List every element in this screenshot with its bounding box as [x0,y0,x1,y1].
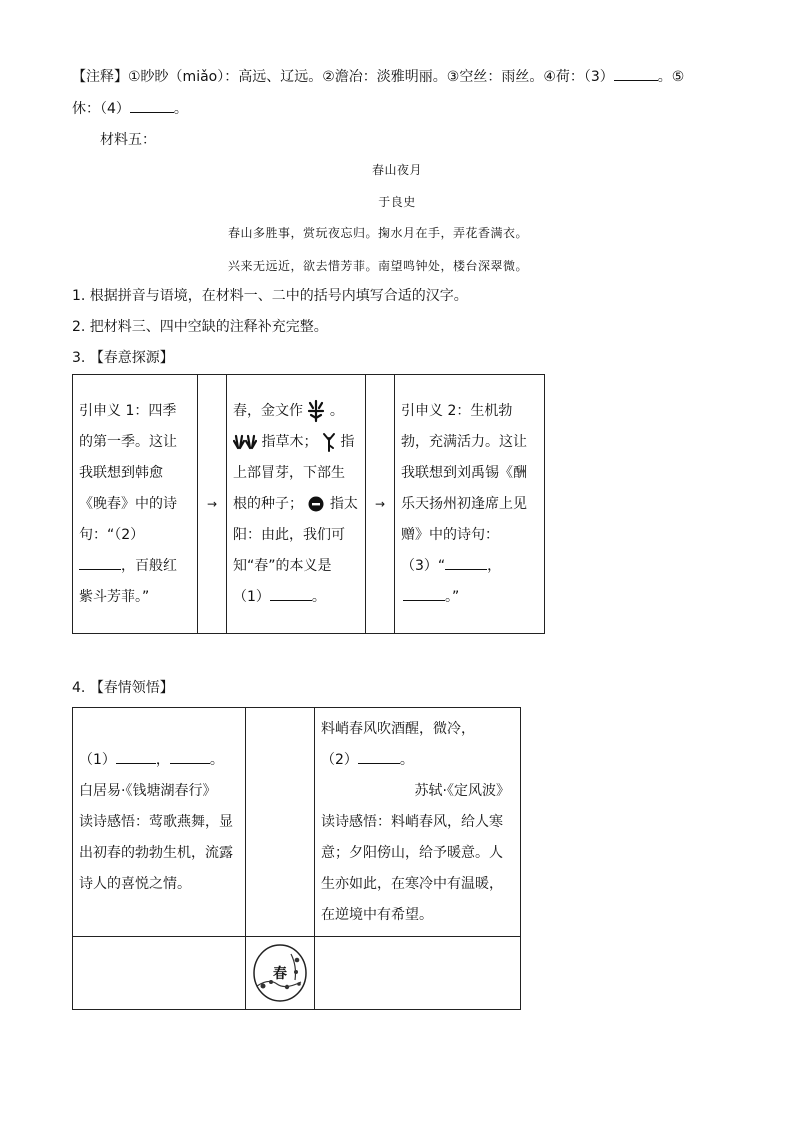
answer-blank[interactable] [116,749,156,764]
cell-line: 读诗感悟：料峭春风，给人寒 [321,813,503,830]
cell-line: 上部冒芽，下部生 [233,464,345,481]
spring-emotion-table [72,707,521,1010]
cell-line: 读诗感悟：莺歌燕舞，显 [79,813,233,830]
empty-cell [73,937,246,1010]
cell-text: ， [155,751,170,768]
cell-line: 阳：由此，我们可 [233,526,345,543]
arrow-right-icon: → [366,375,395,634]
cell-text: 。 [399,751,414,768]
annotation-text: 【注释】①眇眇（miǎo）：高远、辽远。②澹冶：淡雅明丽。③空丝：雨丝。④荷：（3） [72,69,614,85]
cell-line: 句：“（2） [79,526,145,543]
question-3-title: 3. 【春意探源】 [72,350,174,366]
grass-glyph-icon [233,433,257,451]
cell-line: 乐天扬州初逢席上见 [401,495,527,512]
spring-stamp-cell [246,937,315,1010]
poem-title: 春山夜月 [371,163,422,177]
cell-text: （1） [79,751,116,768]
cell-line [321,745,514,776]
cell-line [401,551,538,582]
cell-line: 出初春的勃勃生机，流露 [79,844,233,861]
cell-text: ，百般红 [121,557,177,574]
cell-line [233,582,359,613]
cell-text: 指太 [329,495,358,512]
answer-blank[interactable] [79,555,121,570]
cell-line: 料峭春风吹酒醒，微冷， [321,720,475,737]
cell-line: 在逆境中有希望。 [321,906,433,923]
cell-line [79,551,191,582]
cell-line: 苏轼·《定风波》 [414,782,510,799]
original-meaning-cell [227,375,366,634]
cell-line [79,745,239,776]
question-4-title: 4. 【春情领悟】 [72,680,174,696]
answer-blank[interactable] [358,749,400,764]
cell-line [233,489,359,520]
annotation-text: 休：（4） [72,101,130,117]
cell-line: 《晚春》中的诗 [79,495,177,512]
cell-text: 指草木； [261,433,318,450]
cell-text: （3）“ [401,557,446,574]
extended-meaning-2-cell [395,375,545,634]
cell-line: 勃，充满活力。这让 [401,433,527,450]
cell-line: 赠》中的诗句： [401,526,499,543]
cell-line: 诗人的喜悦之情。 [79,875,191,892]
cell-line: 意；夕阳傍山，给予暖意。人 [321,844,503,861]
spring-origin-table [72,374,545,634]
answer-blank[interactable] [445,555,487,570]
question-1: 1. 根据拼音与语境，在材料一、二中的括号内填写合适的汉字。 [72,288,468,304]
poem-line: 兴来无远近，欲去惜芳菲。南望鸣钟处，楼台深翠微。 [228,259,529,273]
sprout-glyph-icon [322,432,336,452]
annotation-text: 。 [173,101,188,117]
answer-blank[interactable] [130,98,174,113]
extended-meaning-1-cell [73,375,198,634]
dingfengbo-cell [315,708,521,937]
cell-line: 引申义 2：生机勃 [401,402,513,419]
cell-text: 。” [445,588,460,605]
bronze-chun-glyph-icon [307,399,325,423]
sun-glyph-icon [307,495,325,513]
answer-blank[interactable] [270,586,312,601]
cell-line: 的第一季。这让 [79,433,177,450]
cell-line: 生亦如此，在寒冷中有温暖， [321,875,503,892]
cell-text: ， [487,557,502,574]
answer-blank[interactable] [403,586,445,601]
question-2: 2. 把材料三、四中空缺的注释补充完整。 [72,319,328,335]
cell-line: 知“春”的本义是 [233,557,332,574]
stamp-text: 春 [273,966,287,982]
cell-text: 指 [340,433,355,450]
cell-line: 引申义 1：四季 [79,402,177,419]
annotation-line-2 [72,98,188,119]
poem-author: 于良史 [378,195,416,209]
cell-text: （1） [233,588,270,605]
cell-line: 紫斗芳菲。” [79,588,150,605]
cell-line: 我联想到韩愈 [79,464,163,481]
annotation-line-1 [72,66,684,87]
cell-line [233,427,359,458]
empty-cell [315,937,521,1010]
cell-text: 。 [311,588,326,605]
cell-text: 根的种子； [233,495,303,512]
cell-line: 白居易·《钱塘湖春行》 [79,782,217,799]
cell-text: 春，金文作 [233,402,303,419]
cell-line [401,582,538,613]
poem-line: 春山多胜事，赏玩夜忘归。掬水月在手，弄花香满衣。 [228,226,529,240]
cell-text: 。 [329,402,344,419]
answer-blank[interactable] [614,66,658,81]
empty-cell [246,708,315,937]
qiantang-lake-cell [73,708,246,937]
cell-text: （2） [321,751,358,768]
cell-text: 。 [209,751,224,768]
arrow-right-icon: → [198,375,227,634]
annotation-text: 。⑤ [657,69,685,85]
cell-line: 我联想到刘禹锡《酬 [401,464,527,481]
cell-line [233,396,359,427]
material-five-label: 材料五： [100,132,156,148]
spring-flower-stamp-icon [251,942,309,1004]
answer-blank[interactable] [170,749,210,764]
